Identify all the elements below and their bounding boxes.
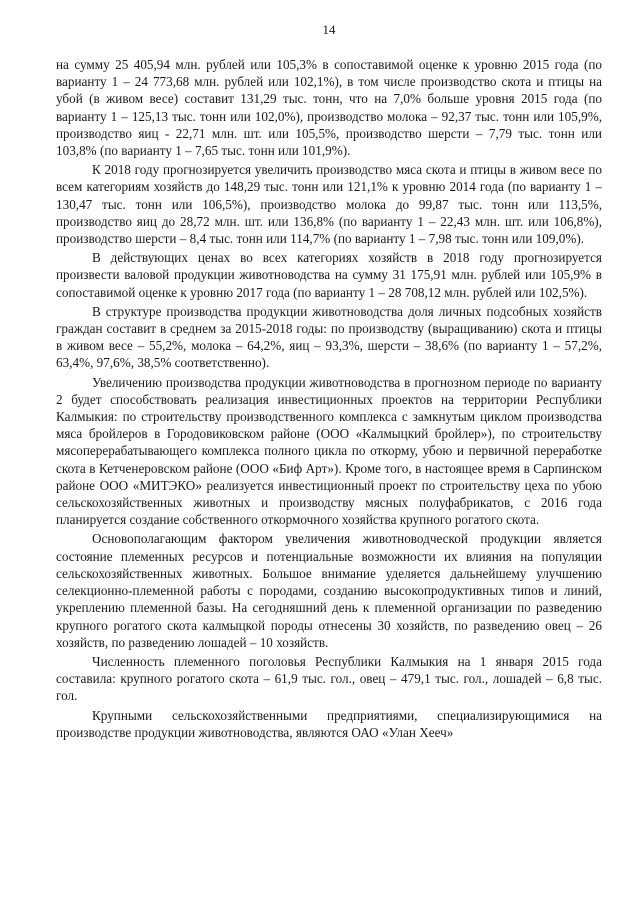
paragraph-breeding-resources: Основополагающим фактором увеличения животноводческой продукции является состояние племенных ресурсов и потенциальные возможности их влияния на популяции сельскохозяйственных животных. Большое внимание уделяется дальнейшему улучшению селекционно-племенной работы с породами, созданию высокопродуктивных типов и линий, укреплению племенной базы. На сегодняшний день к племенной организации по разведению крупного рогатого скота калмыцкой породы отнесены 30 хозяйств, по разведению овец – 26 хозяйств, по разведению лошадей – 10 хозяйств. [56, 531, 602, 650]
page-number: 14 [322, 22, 336, 37]
paragraph-household-share: В структуре производства продукции животноводства доля личных подсобных хозяйств граждан составит в среднем за 2015-2018 годы: по производству (выращиванию) скота и птицы в живом весе – 55,2%, молока – 64,2%, яиц – 93,3%, шерсти – 38,6% (по варианту 1 – 57,2%, 63,4%, 97,6%, 38,5% соответственно). [56, 303, 602, 371]
paragraph-current-prices: В действующих ценах во всех категориях хозяйств в 2018 году прогнозируется произвести валовой продукции животноводства на сумму 31 175,91 млн. рублей или 105,9% в сопоставимой оценке к уровню 2017 года (по варианту 1 – 28 708,12 млн. рублей или 102,5%). [56, 250, 602, 300]
paragraph-2018-forecast: К 2018 году прогнозируется увеличить производство мяса скота и птицы в живом весе по всем категориям хозяйств до 148,29 тыс. тонн или 121,1% к уровню 2014 года (по варианту 1 – 130,47 тыс. тонн или 106,5%), производство молока до 99,87 тыс. тонн или 113,5%, производство яиц до 28,72 млн. шт. или 136,8% (по варианту 1 – 22,43 млн. шт. или 106,8%), производство шерсти – 8,4 тыс. тонн или 114,7% (по варианту 1 – 7,98 тыс. тонн или 109,0%). [56, 162, 602, 247]
paragraph-investment-projects: Увеличению производства продукции животноводства в прогнозном периоде по варианту 2 будет способствовать реализация инвестиционных проектов на территории Республики Калмыкия: по строительству производственного комплекса с замкнутым циклом производства мяса бройлеров в Городовиковском районе (ООО «Калмыцкий бройлер»), по строительству мясоперерабатывающего комплекса полного цикла по откорму, убою и первичной переработке скота в Кетченеровском районе (ООО «Биф Арт»). Кроме того, в настоящее время в Сарпинском районе ООО «МИТЭКО» реализуется инвестиционный проект по строительству цеха по убою сельскохозяйственных животных и производству мясных полуфабрикатов, с 2016 года планируется создание собственного откормочного хозяйства крупного рогатого скота. [56, 374, 602, 528]
paragraph-breeding-livestock: Численность племенного поголовья Республики Калмыкия на 1 января 2015 года составила: крупного рогатого скота – 61,9 тыс. гол., овец – 479,1 тыс. гол., лошадей – 6,8 тыс. гол. [56, 653, 602, 704]
paragraph-continuation: на сумму 25 405,94 млн. рублей или 105,3% в сопоставимой оценке к уровню 2015 года (по варианту 1 – 24 773,68 млн. рублей или 102,1%), в том числе производство скота и птицы на убой (в живом весе) составит 131,29 тыс. тонн, что на 7,0% больше уровня 2015 года (по варианту 1 – 125,13 тыс. тонн или 102,0%), производство молока – 92,37 тыс. тонн или 105,9%, производство яиц - 22,71 млн. шт. или 105,5%, производство шерсти – 7,79 тыс. тонн или 103,8% (по варианту 1 – 7,65 тыс. тонн или 101,9%). [56, 57, 602, 159]
paragraph-large-enterprises: Крупными сельскохозяйственными предприятиями, специализирующимися на производстве продукции животноводства, являются ОАО «Улан Хееч» [56, 707, 602, 740]
